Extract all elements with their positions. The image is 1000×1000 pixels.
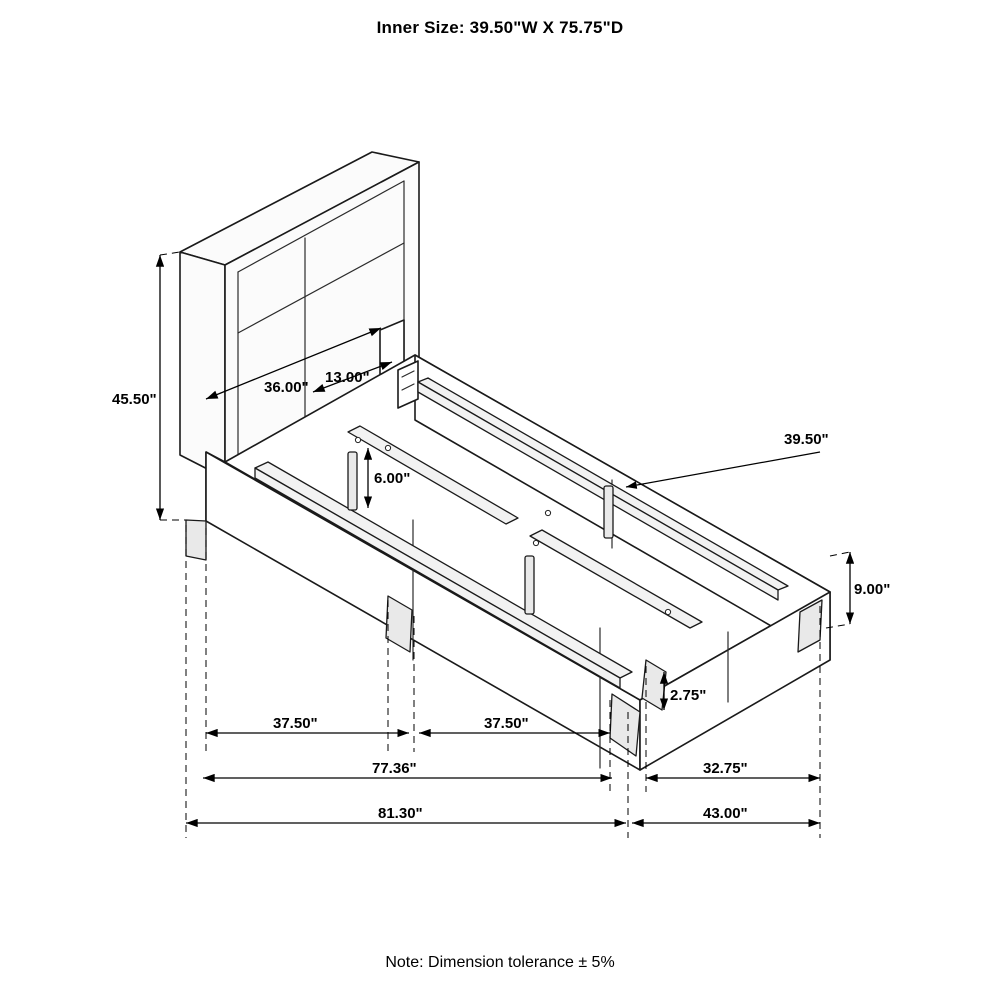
dim-label-32-75: 32.75" xyxy=(703,760,748,777)
dim-label-45-50: 45.50" xyxy=(112,391,157,408)
dim-inner-width xyxy=(626,431,829,487)
dim-headboard-height xyxy=(112,252,186,520)
dim-label-6-00: 6.00" xyxy=(374,470,411,487)
dim-overall-length xyxy=(186,805,626,823)
dim-label-77-36: 77.36" xyxy=(372,760,417,777)
dim-inner-length xyxy=(203,760,612,778)
dim-label-37-50-right: 37.50" xyxy=(484,715,529,732)
dim-rail-height xyxy=(826,552,890,628)
dim-label-43-00: 43.00" xyxy=(703,805,748,822)
dim-label-2-75: 2.75" xyxy=(670,687,707,704)
dim-label-81-30: 81.30" xyxy=(378,805,423,822)
dim-label-36-00: 36.00" xyxy=(264,379,309,396)
page-title: Inner Size: 39.50"W X 75.75"D xyxy=(376,18,624,37)
dim-label-37-50-left: 37.50" xyxy=(273,715,318,732)
dim-slat-span-left xyxy=(206,715,409,733)
dim-label-13-00: 13.00" xyxy=(325,369,370,386)
dim-overall-width xyxy=(632,805,820,823)
tolerance-note: Note: Dimension tolerance ± 5% xyxy=(385,954,615,971)
dim-foot-depth xyxy=(646,760,820,778)
dim-label-39-50: 39.50" xyxy=(784,431,829,448)
dim-label-9-00: 9.00" xyxy=(854,581,891,598)
